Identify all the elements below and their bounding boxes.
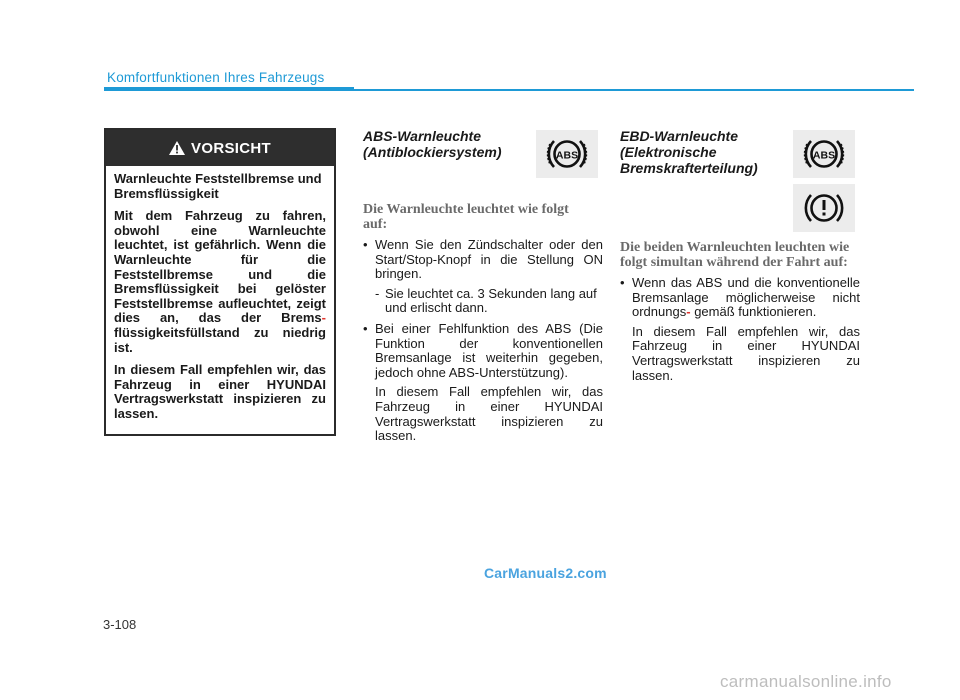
ebd-bullet-1: [620, 276, 860, 320]
abs-bullet-2: [363, 322, 603, 380]
caution-header: [106, 130, 334, 166]
ebd-abs-icon-box: [793, 130, 855, 178]
abs-bullet-1-text: Wenn Sie den Zündschalter oder den Start/Stop-Knopf in die Stellung ON bringen.: [375, 237, 603, 282]
section-header-line: [354, 89, 914, 91]
ebd-bullet-1-main: Wenn das ABS und die konventionelle Bremsanlage möglicherweise nicht ordnungs: [632, 275, 860, 320]
abs-bullet-1-sub-text: Sie leuchtet ca. 3 Sekunden lang auf und erlischt dann.: [385, 285, 597, 316]
bullet-dot: •: [363, 237, 368, 252]
ebd-section-title: EBD-Warnleuchte (Elektronische Bremskrafterteilung): [620, 128, 758, 176]
ebd-bullet-1-text: [632, 276, 860, 320]
caution-title: Warnleuchte Feststellbremse und Bremsflüssigkeit: [114, 171, 322, 201]
section-header-title: Komfortfunktionen Ihres Fahrzeugs: [107, 70, 325, 85]
svg-text:ABS: ABS: [555, 149, 579, 162]
ebd-subhead: Die beiden Warnleuchten leuchten wie folgt simultan während der Fahrt auf:: [620, 240, 850, 270]
abs-icon-box: [536, 130, 598, 178]
abs-subhead: Die Warnleuchte leuchtet wie folgt auf:: [363, 202, 569, 232]
caution-paragraph-1-main: Mit dem Fahrzeug zu fahren, obwohl eine Warnleuchte leuchtet, ist gefährlich. Wenn die Warnleuchte für die Feststellbremse und die Bremsflüssigkeit bei gelöster Feststellbremse aufleuchtet, zeigt dies an, das der Brems: [114, 208, 326, 326]
ebd-bullet-1-note: In diesem Fall empfehlen wir, das Fahrzeug in einer HYUNDAI Vertragswerkstatt inspizieren zu lassen.: [632, 323, 860, 383]
ebd-brake-icon-box: [793, 184, 855, 232]
caution-label: VORSICHT: [191, 139, 271, 157]
abs-bullet-1: [363, 238, 603, 282]
warning-triangle-icon: [169, 141, 185, 155]
section-header-bar: [104, 87, 354, 91]
caution-paragraph-2: In diesem Fall empfehlen wir, das Fahrzeug in einer HYUNDAI Vertragswerkstatt inspizieren zu lassen.: [114, 362, 326, 421]
hyphen-mark: -: [686, 304, 691, 320]
bullet-dot: •: [620, 275, 625, 290]
abs-warning-icon: [802, 135, 846, 173]
page-number: 3-108: [103, 617, 137, 632]
ebd-section: [620, 128, 860, 383]
site-watermark: carmanualsonline.info: [720, 672, 892, 691]
abs-section-title: ABS-Warnleuchte (Antiblockiersystem): [363, 128, 502, 160]
abs-section: [363, 128, 603, 444]
svg-text:ABS: ABS: [812, 149, 836, 162]
caution-box: [104, 128, 336, 436]
watermark-link[interactable]: CarManuals2.com: [484, 565, 607, 581]
abs-bullet-1-sub: [363, 287, 603, 316]
abs-bullet-2-text: Bei einer Fehlfunktion des ABS (Die Funktion der konventionellen Bremsanlage ist weiterhin gegeben, jedoch ohne ABS-Unterstützung).: [375, 320, 603, 380]
caution-paragraph-1: [114, 209, 326, 355]
abs-warning-icon: [545, 135, 589, 173]
abs-bullet-2-note: In diesem Fall empfehlen wir, das Fahrzeug in einer HYUNDAI Vertragswerkstatt inspizieren zu lassen.: [375, 384, 603, 444]
caution-paragraph-1-end: flüssigkeitsfüllstand zu niedrig ist.: [114, 324, 326, 355]
dash-mark: -: [375, 285, 380, 301]
ebd-bullet-1-end: gemäß funktionieren.: [694, 304, 817, 320]
hyphen-mark: -: [321, 310, 326, 326]
bullet-dot: •: [363, 320, 368, 336]
brake-exclamation-icon: [802, 189, 846, 227]
